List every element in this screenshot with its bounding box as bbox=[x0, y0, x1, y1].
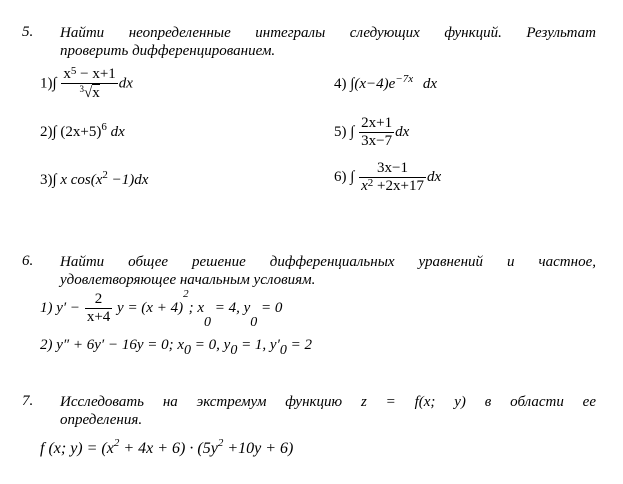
equation-1-rhs: y = (x + 4) bbox=[117, 299, 184, 316]
task6-heading-line1: Найти общее решение дифференциальных уравнений и частное, bbox=[60, 254, 596, 270]
integral-4-body: (x−4)e bbox=[354, 76, 396, 92]
integral-6: 6) ∫ $\frac{3x-1}{x^2 +2x+17}$ dx bbox=[334, 160, 442, 194]
integral-3-label: 3) bbox=[40, 172, 53, 188]
integral-1-num-x: x bbox=[63, 66, 71, 82]
equation-1-lhs: 1) y′ − bbox=[40, 299, 81, 316]
integral-6-dx: dx bbox=[426, 168, 442, 185]
equation-2-part4: = 2 bbox=[286, 337, 312, 353]
integral-4-exp: −7x bbox=[395, 73, 414, 85]
integral-4-dx: dx bbox=[419, 76, 438, 92]
integral-6-label: 6) bbox=[334, 168, 347, 185]
integral-5: 5) ∫ $\frac{2x+1}{3x-7}$ dx bbox=[334, 115, 410, 149]
equation-1-sub-y0: 0 bbox=[250, 315, 258, 330]
equation-1-frac-den: x+4 bbox=[86, 309, 111, 325]
integral-2: 2)∫ $(2x+5)^6$ dx bbox=[40, 121, 125, 140]
task5-heading-line2: проверить дифференцированием. bbox=[60, 43, 276, 59]
integral-1-dx: dx bbox=[118, 75, 133, 92]
integral-5-num: 2x+1 bbox=[361, 115, 393, 131]
integral-6-num: 3x−1 bbox=[359, 160, 426, 178]
function-formula-part1: f (x; y) = (x bbox=[40, 440, 114, 457]
task6-heading-line2: удовлетворяющее начальным условиям. bbox=[60, 272, 316, 288]
integral-4-label: 4) bbox=[334, 76, 347, 92]
equation-1-cond3: = 0 bbox=[257, 299, 283, 316]
integral-2-label: 2) bbox=[40, 124, 53, 140]
function-formula bbox=[40, 437, 294, 458]
integral-1-num-exp: 5 bbox=[70, 65, 77, 77]
equation-2 bbox=[40, 337, 312, 358]
equation-1-cond: ; x bbox=[188, 299, 204, 316]
integral-2-body: (2x+5) bbox=[60, 124, 102, 140]
integral-3: 3)∫ x $\cos(x^2 -1)dx$ bbox=[40, 169, 149, 188]
equation-1-sub-x0: 0 bbox=[204, 315, 211, 330]
equation-1-frac-num: 2 bbox=[85, 291, 112, 309]
function-formula-part3: +10y + 6) bbox=[223, 440, 294, 457]
integral-5-dx: dx bbox=[395, 123, 410, 140]
integral-5-label: 5) bbox=[334, 123, 347, 140]
integral-6-den-rest: +2x+17 bbox=[373, 178, 424, 194]
equation-2-sub-y1: 0 bbox=[279, 343, 287, 358]
equation-1-cond2: = 4, y bbox=[211, 299, 251, 316]
function-formula-exp1: 2 bbox=[113, 437, 120, 449]
integral-2-dx: dx bbox=[106, 124, 125, 140]
integral-1-num-rest: − x+1 bbox=[76, 66, 116, 82]
task5-number: 5. bbox=[22, 24, 34, 40]
equation-2-part2: = 0, y bbox=[191, 337, 231, 353]
integral-1-den: x bbox=[92, 85, 100, 101]
equation-1 bbox=[40, 288, 283, 330]
integral-3-body: x cos(x bbox=[60, 172, 103, 188]
equation-2-part3: = 1, y′ bbox=[237, 337, 280, 353]
integral-6-den-exp: 2 bbox=[367, 177, 374, 189]
integral-6-den-x: x bbox=[361, 178, 368, 194]
equation-2-sub-x0: 0 bbox=[184, 343, 192, 358]
integral-3-exp: 2 bbox=[102, 169, 108, 181]
integral-1-label: 1) bbox=[40, 75, 53, 92]
task5-heading-line1: Найти неопределенные интегралы следующих функций. Результат bbox=[60, 25, 596, 41]
integral-4: 4) $\int(x-4)e^{-7x}$ dx bbox=[334, 73, 438, 92]
task6-number: 6. bbox=[22, 253, 34, 269]
function-formula-exp2: 2 bbox=[217, 437, 224, 449]
equation-2-main: 2) y″ + 6y′ − 16y = 0; x bbox=[40, 337, 185, 353]
integral-5-den: 3x−7 bbox=[361, 133, 393, 149]
equation-2-sub-y0: 0 bbox=[230, 343, 238, 358]
integral-1-root-index: 3 bbox=[79, 84, 84, 94]
task7-heading-line2: определения. bbox=[60, 412, 143, 428]
equation-1-exp: 2 bbox=[183, 288, 189, 300]
integral-2-exp: 6 bbox=[101, 121, 107, 133]
function-formula-part2: + 4x + 6) · (5y bbox=[119, 440, 218, 457]
integral-1: 1)∫ $\frac{x^5 - x+1}{^3√x}$ dx bbox=[40, 65, 133, 101]
integral-3-rest: −1)dx bbox=[107, 172, 149, 188]
task7-number: 7. bbox=[22, 393, 34, 409]
task7-heading-line1: Исследовать на экстремум функцию z = f(x; y) в области ее bbox=[60, 394, 596, 410]
